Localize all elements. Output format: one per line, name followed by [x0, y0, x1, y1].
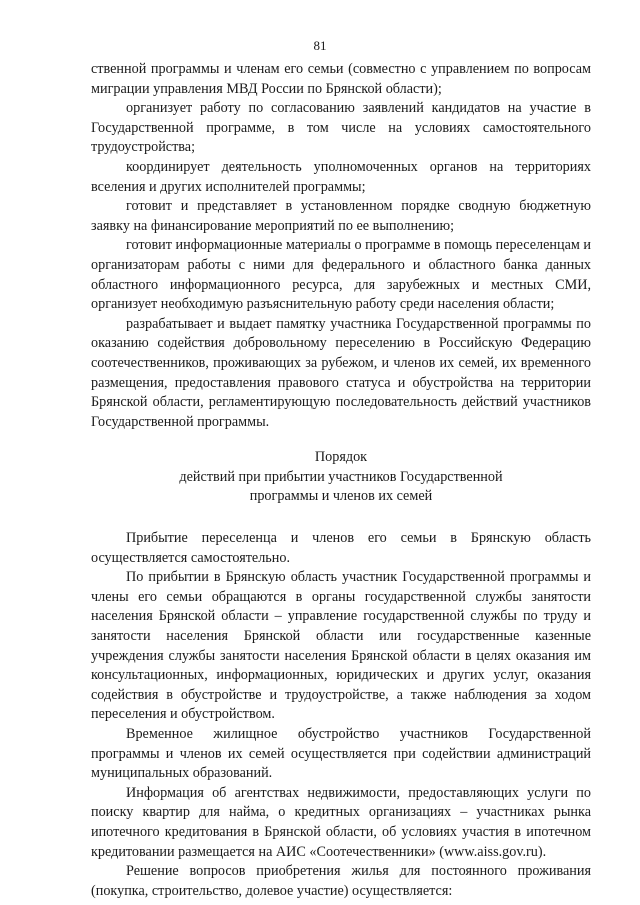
paragraph-arrival: Прибытие переселенца и членов его семьи в Брянскую область осуществляется самостоятельно. — [91, 530, 591, 566]
paragraph-employment-service: По прибытии в Брянскую область участник Государственной программы и члены его семьи обращаются в органы государственной службы занятости населения Брянской области – управление государственной службы по труду и занятости населения Брянской области или государственные казенные учреждения службы занятости населения Брянской области в целях оказания им консультационных, информационных, юридических и других услуг, оказания содействия в обустройстве и трудоустройстве, а также наблюдения за ходом переселения и обустройством. — [91, 569, 591, 723]
paragraph-temporary-housing: Временное жилищное обустройство участников Государственной программы и членов их семей осуществляется при содействии администраций муниципальных образований. — [91, 726, 591, 782]
paragraph-continuation: ственной программы и членам его семьи (совместно с управлением по вопросам миграции управления МВД России по Брянской области); — [91, 61, 591, 97]
paragraph-coordinates: координирует деятельность уполномоченных органов на территориях вселения и других исполнителей программы; — [91, 158, 591, 195]
page-number: 81 — [313, 38, 327, 53]
section-heading — [91, 448, 591, 507]
paragraph-budget-request: готовит и представляет в установленном порядке сводную бюджетную заявку на финансирование мероприятий по ее выполнению; — [91, 198, 591, 234]
section-heading-line-3: программы и членов их семей — [249, 488, 433, 505]
paragraph-permanent-housing: Решение вопросов приобретения жилья для постоянного проживания (покупка, строительство, долевое участие) осуществляется: — [91, 863, 591, 899]
document-body — [91, 60, 591, 901]
paragraph-real-estate-info: Информация об агентствах недвижимости, предоставляющих услуги по поиску квартир для найма, о кредитных организациях – участниках рынка ипотечного кредитования в Брянской области, об условиях участия в ипотечном кредитовании размещается на АИС «Соотечественники» (www.aiss.gov.ru). — [91, 784, 591, 860]
paragraph-organizes-approval: организует работу по согласованию заявлений кандидатов на участие в Государственной программе, в том числе на условиях самостоятельного трудоустройства; — [91, 100, 591, 156]
paragraph-participant-memo: разрабатывает и выдает памятку участника Государственной программы по оказанию содействия добровольному переселению в Российскую Федерацию соотечественников, проживающих за рубежом, и членов их семей, их временного размещения, предоставления правового статуса и обустройства на территории Брянской области, регламентирующую последовательность действий участников Государственной программы. — [91, 315, 591, 430]
section-heading-line-2: действий при прибытии участников Государственной — [179, 468, 503, 485]
paragraph-information-materials: готовит информационные материалы о программе в помощь переселенцам и организаторам работы с ними для федерального и областного банка данных областного информационного ресурса, для зарубежных и местных СМИ, организует необходимую разъяснительную работу среди населения области; — [91, 237, 591, 313]
section-heading-line-1: Порядок — [314, 449, 368, 466]
